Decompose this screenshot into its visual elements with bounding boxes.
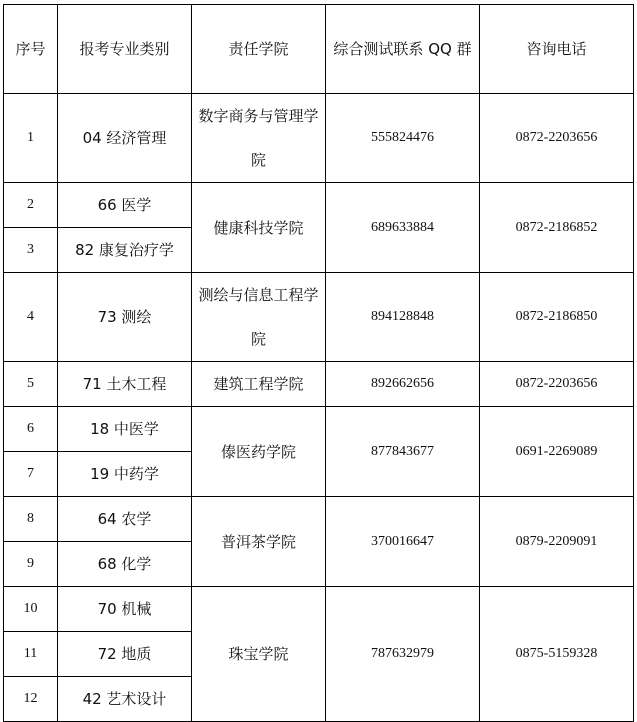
row-major: 82 康复治疗学 xyxy=(58,228,192,273)
table-row xyxy=(4,362,634,407)
row-index: 6 xyxy=(4,407,58,452)
row-major: 68 化学 xyxy=(58,542,192,587)
row-index: 7 xyxy=(4,452,58,497)
qq-cell: 370016647 xyxy=(326,497,480,587)
row-index: 2 xyxy=(4,183,58,228)
college-cell: 测绘与信息工程学院 xyxy=(192,273,326,362)
row-index: 11 xyxy=(4,632,58,677)
row-major: 18 中医学 xyxy=(58,407,192,452)
row-major: 42 艺术设计 xyxy=(58,677,192,722)
qq-cell: 689633884 xyxy=(326,183,480,273)
row-major: 73 测绘 xyxy=(58,273,192,362)
qq-cell: 894128848 xyxy=(326,273,480,362)
header-major: 报考专业类别 xyxy=(58,5,192,94)
table-row xyxy=(4,183,634,228)
phone-cell: 0879-2209091 xyxy=(480,497,634,587)
qq-cell: 555824476 xyxy=(326,94,480,183)
phone-cell: 0875-5159328 xyxy=(480,587,634,722)
header-index: 序号 xyxy=(4,5,58,94)
row-index: 3 xyxy=(4,228,58,273)
table-row xyxy=(4,497,634,542)
qq-cell: 877843677 xyxy=(326,407,480,497)
table-row xyxy=(4,587,634,632)
college-cell: 健康科技学院 xyxy=(192,183,326,273)
row-major: 64 农学 xyxy=(58,497,192,542)
row-major: 72 地质 xyxy=(58,632,192,677)
row-index: 9 xyxy=(4,542,58,587)
college-cell: 傣医药学院 xyxy=(192,407,326,497)
phone-cell: 0691-2269089 xyxy=(480,407,634,497)
college-cell: 数字商务与管理学院 xyxy=(192,94,326,183)
header-qq: 综合测试联系 QQ 群 xyxy=(326,5,480,94)
row-index: 12 xyxy=(4,677,58,722)
row-index: 4 xyxy=(4,273,58,362)
row-major: 71 土木工程 xyxy=(58,362,192,407)
phone-cell: 0872-2203656 xyxy=(480,362,634,407)
college-cell: 建筑工程学院 xyxy=(192,362,326,407)
table-row xyxy=(4,407,634,452)
row-major: 19 中药学 xyxy=(58,452,192,497)
row-major: 70 机械 xyxy=(58,587,192,632)
phone-cell: 0872-2203656 xyxy=(480,94,634,183)
header-phone: 咨询电话 xyxy=(480,5,634,94)
qq-cell: 892662656 xyxy=(326,362,480,407)
college-cell: 普洱茶学院 xyxy=(192,497,326,587)
contact-table xyxy=(3,4,634,722)
row-index: 1 xyxy=(4,94,58,183)
header-college: 责任学院 xyxy=(192,5,326,94)
header-row xyxy=(4,5,634,94)
row-major: 66 医学 xyxy=(58,183,192,228)
college-cell: 珠宝学院 xyxy=(192,587,326,722)
phone-cell: 0872-2186852 xyxy=(480,183,634,273)
row-index: 5 xyxy=(4,362,58,407)
row-index: 8 xyxy=(4,497,58,542)
table-row xyxy=(4,94,634,183)
row-index: 10 xyxy=(4,587,58,632)
qq-cell: 787632979 xyxy=(326,587,480,722)
phone-cell: 0872-2186850 xyxy=(480,273,634,362)
table-row xyxy=(4,273,634,362)
row-major: 04 经济管理 xyxy=(58,94,192,183)
